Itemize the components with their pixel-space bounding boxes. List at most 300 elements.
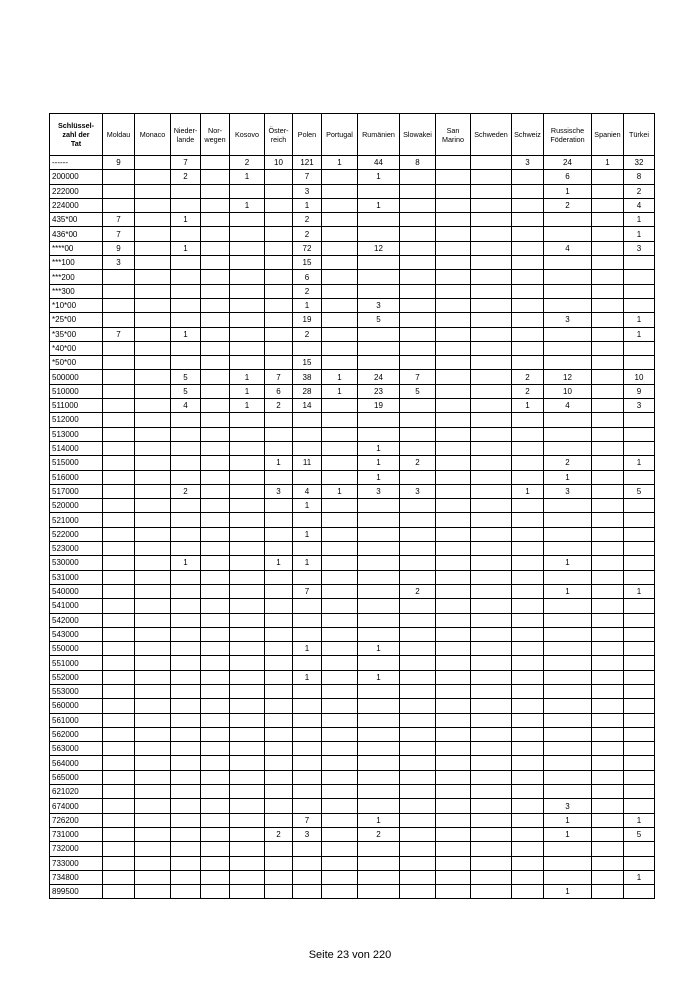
- table-cell: [436, 842, 471, 856]
- table-cell: 10: [624, 370, 655, 384]
- table-row: [50, 441, 655, 455]
- table-cell: [592, 256, 624, 270]
- table-cell: 1: [171, 327, 201, 341]
- table-cell: [436, 785, 471, 799]
- table-cell: [201, 456, 230, 470]
- table-cell: [512, 170, 544, 184]
- table-cell: [135, 642, 171, 656]
- table-cell: [230, 842, 265, 856]
- table-cell: [201, 427, 230, 441]
- table-cell: [512, 727, 544, 741]
- table-cell: [544, 870, 592, 884]
- table-cell: [293, 785, 322, 799]
- row-key-cell: 565000: [50, 770, 103, 784]
- table-cell: [544, 684, 592, 698]
- table-cell: 1: [322, 384, 358, 398]
- table-cell: [624, 599, 655, 613]
- table-cell: [230, 699, 265, 713]
- table-cell: [436, 699, 471, 713]
- table-cell: [103, 270, 135, 284]
- table-cell: [592, 456, 624, 470]
- table-cell: [103, 513, 135, 527]
- table-cell: [358, 527, 400, 541]
- row-key-cell: 222000: [50, 184, 103, 198]
- table-cell: [103, 770, 135, 784]
- table-cell: [400, 284, 436, 298]
- table-cell: [230, 513, 265, 527]
- table-cell: [400, 856, 436, 870]
- table-cell: [135, 713, 171, 727]
- table-cell: [230, 642, 265, 656]
- table-cell: 1: [358, 813, 400, 827]
- table-cell: [201, 870, 230, 884]
- table-cell: [592, 713, 624, 727]
- table-cell: [436, 527, 471, 541]
- table-cell: [265, 756, 293, 770]
- row-key-cell: 733000: [50, 856, 103, 870]
- table-cell: [265, 298, 293, 312]
- table-cell: [471, 713, 512, 727]
- table-cell: 9: [103, 156, 135, 170]
- table-cell: 1: [358, 441, 400, 455]
- table-cell: [265, 856, 293, 870]
- table-cell: [471, 170, 512, 184]
- table-cell: 1: [544, 470, 592, 484]
- table-cell: [471, 370, 512, 384]
- table-cell: [512, 856, 544, 870]
- table-cell: [135, 727, 171, 741]
- table-cell: [512, 599, 544, 613]
- table-cell: [436, 384, 471, 398]
- header-column: Nor- wegen: [201, 114, 230, 156]
- table-cell: [471, 499, 512, 513]
- table-cell: 8: [624, 170, 655, 184]
- table-cell: [436, 684, 471, 698]
- table-cell: [103, 885, 135, 899]
- table-cell: [471, 470, 512, 484]
- table-cell: [400, 170, 436, 184]
- table-cell: [592, 742, 624, 756]
- table-cell: [512, 241, 544, 255]
- table-cell: [471, 570, 512, 584]
- table-cell: 5: [624, 484, 655, 498]
- table-cell: [135, 284, 171, 298]
- table-cell: [322, 727, 358, 741]
- table-cell: [471, 241, 512, 255]
- header-column: San Marino: [436, 114, 471, 156]
- table-cell: [436, 513, 471, 527]
- table-cell: [624, 684, 655, 698]
- table-cell: [592, 399, 624, 413]
- table-cell: 14: [293, 399, 322, 413]
- table-cell: [171, 656, 201, 670]
- table-cell: 2: [293, 227, 322, 241]
- table-cell: [544, 298, 592, 312]
- row-key-cell: 732000: [50, 842, 103, 856]
- table-cell: [171, 298, 201, 312]
- table-cell: 2: [358, 827, 400, 841]
- table-cell: [135, 885, 171, 899]
- table-cell: [135, 441, 171, 455]
- table-cell: [471, 427, 512, 441]
- table-cell: [436, 770, 471, 784]
- table-cell: [544, 327, 592, 341]
- table-cell: [201, 670, 230, 684]
- table-cell: [265, 599, 293, 613]
- table-cell: [201, 270, 230, 284]
- table-cell: [358, 856, 400, 870]
- table-cell: [103, 699, 135, 713]
- table-cell: [436, 198, 471, 212]
- table-cell: [512, 842, 544, 856]
- table-cell: [201, 699, 230, 713]
- row-key-cell: 435*00: [50, 213, 103, 227]
- table-cell: [322, 756, 358, 770]
- table-cell: [230, 327, 265, 341]
- table-row: [50, 413, 655, 427]
- table-cell: [103, 599, 135, 613]
- table-cell: [512, 470, 544, 484]
- header-column: Nieder- lande: [171, 114, 201, 156]
- row-key-cell: 552000: [50, 670, 103, 684]
- table-cell: [171, 441, 201, 455]
- table-cell: [624, 856, 655, 870]
- table-cell: [293, 570, 322, 584]
- table-cell: [471, 856, 512, 870]
- table-cell: [171, 413, 201, 427]
- table-row: [50, 799, 655, 813]
- table-cell: [436, 799, 471, 813]
- table-cell: [436, 399, 471, 413]
- table-cell: [322, 770, 358, 784]
- table-cell: [471, 184, 512, 198]
- table-cell: [471, 384, 512, 398]
- table-cell: [201, 827, 230, 841]
- table-cell: [400, 627, 436, 641]
- table-cell: 3: [103, 256, 135, 270]
- table-cell: [322, 842, 358, 856]
- table-cell: [293, 656, 322, 670]
- table-cell: 6: [265, 384, 293, 398]
- table-cell: 1: [265, 556, 293, 570]
- table-cell: 1: [624, 870, 655, 884]
- table-cell: [265, 499, 293, 513]
- table-cell: [103, 370, 135, 384]
- table-cell: [471, 198, 512, 212]
- table-cell: [265, 313, 293, 327]
- table-cell: [201, 727, 230, 741]
- table-cell: 28: [293, 384, 322, 398]
- table-cell: [265, 470, 293, 484]
- table-body: [50, 156, 655, 899]
- table-cell: [230, 542, 265, 556]
- table-cell: [624, 656, 655, 670]
- table-cell: [265, 170, 293, 184]
- table-cell: [358, 613, 400, 627]
- table-row: [50, 570, 655, 584]
- table-cell: [436, 642, 471, 656]
- table-cell: [322, 642, 358, 656]
- table-cell: [171, 513, 201, 527]
- table-cell: [322, 399, 358, 413]
- row-key-cell: 674000: [50, 799, 103, 813]
- table-cell: [171, 284, 201, 298]
- table-cell: [103, 613, 135, 627]
- table-cell: [512, 885, 544, 899]
- table-cell: [624, 513, 655, 527]
- table-cell: [592, 613, 624, 627]
- table-cell: [436, 870, 471, 884]
- table-cell: [358, 656, 400, 670]
- table-cell: [436, 298, 471, 312]
- table-cell: [400, 470, 436, 484]
- table-cell: [135, 842, 171, 856]
- table-cell: [171, 699, 201, 713]
- table-cell: 7: [265, 370, 293, 384]
- row-key-cell: 551000: [50, 656, 103, 670]
- header-column: Schweiz: [512, 114, 544, 156]
- table-cell: [400, 513, 436, 527]
- table-cell: [103, 284, 135, 298]
- table-cell: 1: [544, 184, 592, 198]
- table-cell: [103, 670, 135, 684]
- table-cell: [436, 556, 471, 570]
- table-cell: [230, 298, 265, 312]
- table-cell: [592, 727, 624, 741]
- table-cell: 2: [624, 184, 655, 198]
- table-cell: 6: [544, 170, 592, 184]
- table-cell: [265, 241, 293, 255]
- table-cell: [358, 599, 400, 613]
- table-cell: [201, 156, 230, 170]
- table-cell: [592, 813, 624, 827]
- table-cell: [322, 270, 358, 284]
- table-row: [50, 213, 655, 227]
- table-cell: [135, 427, 171, 441]
- table-cell: [624, 356, 655, 370]
- table-cell: [436, 856, 471, 870]
- table-cell: [436, 627, 471, 641]
- table-cell: [103, 298, 135, 312]
- table-cell: [135, 399, 171, 413]
- table-cell: [293, 885, 322, 899]
- table-row: [50, 856, 655, 870]
- table-cell: [592, 599, 624, 613]
- table-cell: [265, 227, 293, 241]
- table-cell: [171, 785, 201, 799]
- row-key-cell: 200000: [50, 170, 103, 184]
- row-key-cell: ***300: [50, 284, 103, 298]
- table-cell: [471, 542, 512, 556]
- table-cell: [171, 684, 201, 698]
- table-cell: [592, 827, 624, 841]
- header-row: [50, 114, 655, 156]
- table-cell: [265, 885, 293, 899]
- table-cell: [592, 413, 624, 427]
- table-cell: 1: [358, 670, 400, 684]
- page-number: Seite 23 von 220: [308, 949, 392, 961]
- table-cell: [544, 427, 592, 441]
- table-cell: [544, 256, 592, 270]
- table-cell: [592, 785, 624, 799]
- table-cell: 1: [624, 327, 655, 341]
- table-cell: 24: [544, 156, 592, 170]
- table-cell: [544, 270, 592, 284]
- table-cell: [400, 670, 436, 684]
- table-cell: 3: [293, 184, 322, 198]
- table-cell: 1: [544, 885, 592, 899]
- row-key-cell: 510000: [50, 384, 103, 398]
- table-cell: [512, 341, 544, 355]
- table-cell: [512, 870, 544, 884]
- table-cell: [471, 456, 512, 470]
- table-cell: [135, 213, 171, 227]
- table-cell: [230, 241, 265, 255]
- table-cell: [103, 456, 135, 470]
- table-cell: [322, 356, 358, 370]
- table-cell: [265, 284, 293, 298]
- table-cell: [512, 327, 544, 341]
- row-key-cell: 523000: [50, 542, 103, 556]
- table-cell: [201, 356, 230, 370]
- table-cell: [592, 527, 624, 541]
- table-cell: [265, 198, 293, 212]
- table-cell: [135, 256, 171, 270]
- table-cell: [400, 642, 436, 656]
- table-cell: [358, 870, 400, 884]
- table-cell: [436, 584, 471, 598]
- table-cell: [436, 499, 471, 513]
- table-cell: [400, 613, 436, 627]
- row-key-cell: 543000: [50, 627, 103, 641]
- table-cell: [135, 327, 171, 341]
- table-cell: [230, 827, 265, 841]
- table-cell: 2: [230, 156, 265, 170]
- table-row: [50, 427, 655, 441]
- table-cell: [201, 785, 230, 799]
- table-cell: [103, 627, 135, 641]
- table-cell: [512, 742, 544, 756]
- table-cell: [592, 856, 624, 870]
- table-cell: [103, 427, 135, 441]
- table-cell: [544, 356, 592, 370]
- table-cell: [265, 656, 293, 670]
- table-cell: [201, 256, 230, 270]
- table-cell: 121: [293, 156, 322, 170]
- table-cell: [135, 370, 171, 384]
- table-cell: [322, 213, 358, 227]
- table-cell: [544, 713, 592, 727]
- table-cell: [592, 642, 624, 656]
- table-cell: 5: [171, 370, 201, 384]
- table-cell: [293, 842, 322, 856]
- table-row: [50, 827, 655, 841]
- table-row: [50, 156, 655, 170]
- table-cell: [201, 684, 230, 698]
- table-cell: [358, 256, 400, 270]
- table-cell: [400, 313, 436, 327]
- table-cell: [201, 713, 230, 727]
- table-cell: [293, 856, 322, 870]
- table-cell: [544, 341, 592, 355]
- table-cell: [322, 427, 358, 441]
- table-cell: [103, 542, 135, 556]
- table-cell: [201, 856, 230, 870]
- table-cell: [171, 313, 201, 327]
- table-cell: [358, 513, 400, 527]
- table-cell: [171, 256, 201, 270]
- table-cell: 2: [293, 327, 322, 341]
- statistics-table: [49, 113, 655, 899]
- table-row: [50, 384, 655, 398]
- table-cell: [171, 670, 201, 684]
- table-cell: [624, 298, 655, 312]
- table-cell: [592, 770, 624, 784]
- table-cell: [436, 885, 471, 899]
- table-cell: [512, 785, 544, 799]
- table-cell: 1: [358, 642, 400, 656]
- table-cell: [624, 470, 655, 484]
- header-column: Spanien: [592, 114, 624, 156]
- table-cell: [322, 799, 358, 813]
- table-cell: [322, 556, 358, 570]
- table-cell: [512, 456, 544, 470]
- table-cell: [103, 198, 135, 212]
- table-cell: [201, 570, 230, 584]
- table-cell: [293, 699, 322, 713]
- table-cell: [103, 656, 135, 670]
- table-cell: 4: [293, 484, 322, 498]
- table-cell: [322, 785, 358, 799]
- table-cell: [201, 542, 230, 556]
- table-cell: 19: [293, 313, 322, 327]
- table-cell: [592, 184, 624, 198]
- header-column: Portugal: [322, 114, 358, 156]
- table-cell: [544, 499, 592, 513]
- table-cell: [322, 570, 358, 584]
- table-cell: [592, 684, 624, 698]
- table-cell: [471, 670, 512, 684]
- table-cell: [471, 756, 512, 770]
- table-cell: 1: [512, 399, 544, 413]
- table-cell: [592, 842, 624, 856]
- table-cell: [171, 613, 201, 627]
- table-cell: 3: [400, 484, 436, 498]
- table-cell: [201, 298, 230, 312]
- table-cell: [322, 599, 358, 613]
- table-cell: [322, 313, 358, 327]
- table-cell: [400, 256, 436, 270]
- table-cell: [265, 785, 293, 799]
- table-cell: [358, 356, 400, 370]
- table-cell: 1: [293, 198, 322, 212]
- table-cell: [436, 756, 471, 770]
- table-cell: [592, 870, 624, 884]
- table-cell: [400, 198, 436, 212]
- table-row: [50, 399, 655, 413]
- table-cell: [471, 227, 512, 241]
- table-cell: [103, 184, 135, 198]
- row-key-cell: 726200: [50, 813, 103, 827]
- table-cell: [171, 584, 201, 598]
- table-cell: [624, 542, 655, 556]
- table-cell: [358, 327, 400, 341]
- row-key-cell: 562000: [50, 727, 103, 741]
- table-cell: [592, 241, 624, 255]
- table-cell: [358, 556, 400, 570]
- table-cell: [592, 213, 624, 227]
- table-cell: [544, 227, 592, 241]
